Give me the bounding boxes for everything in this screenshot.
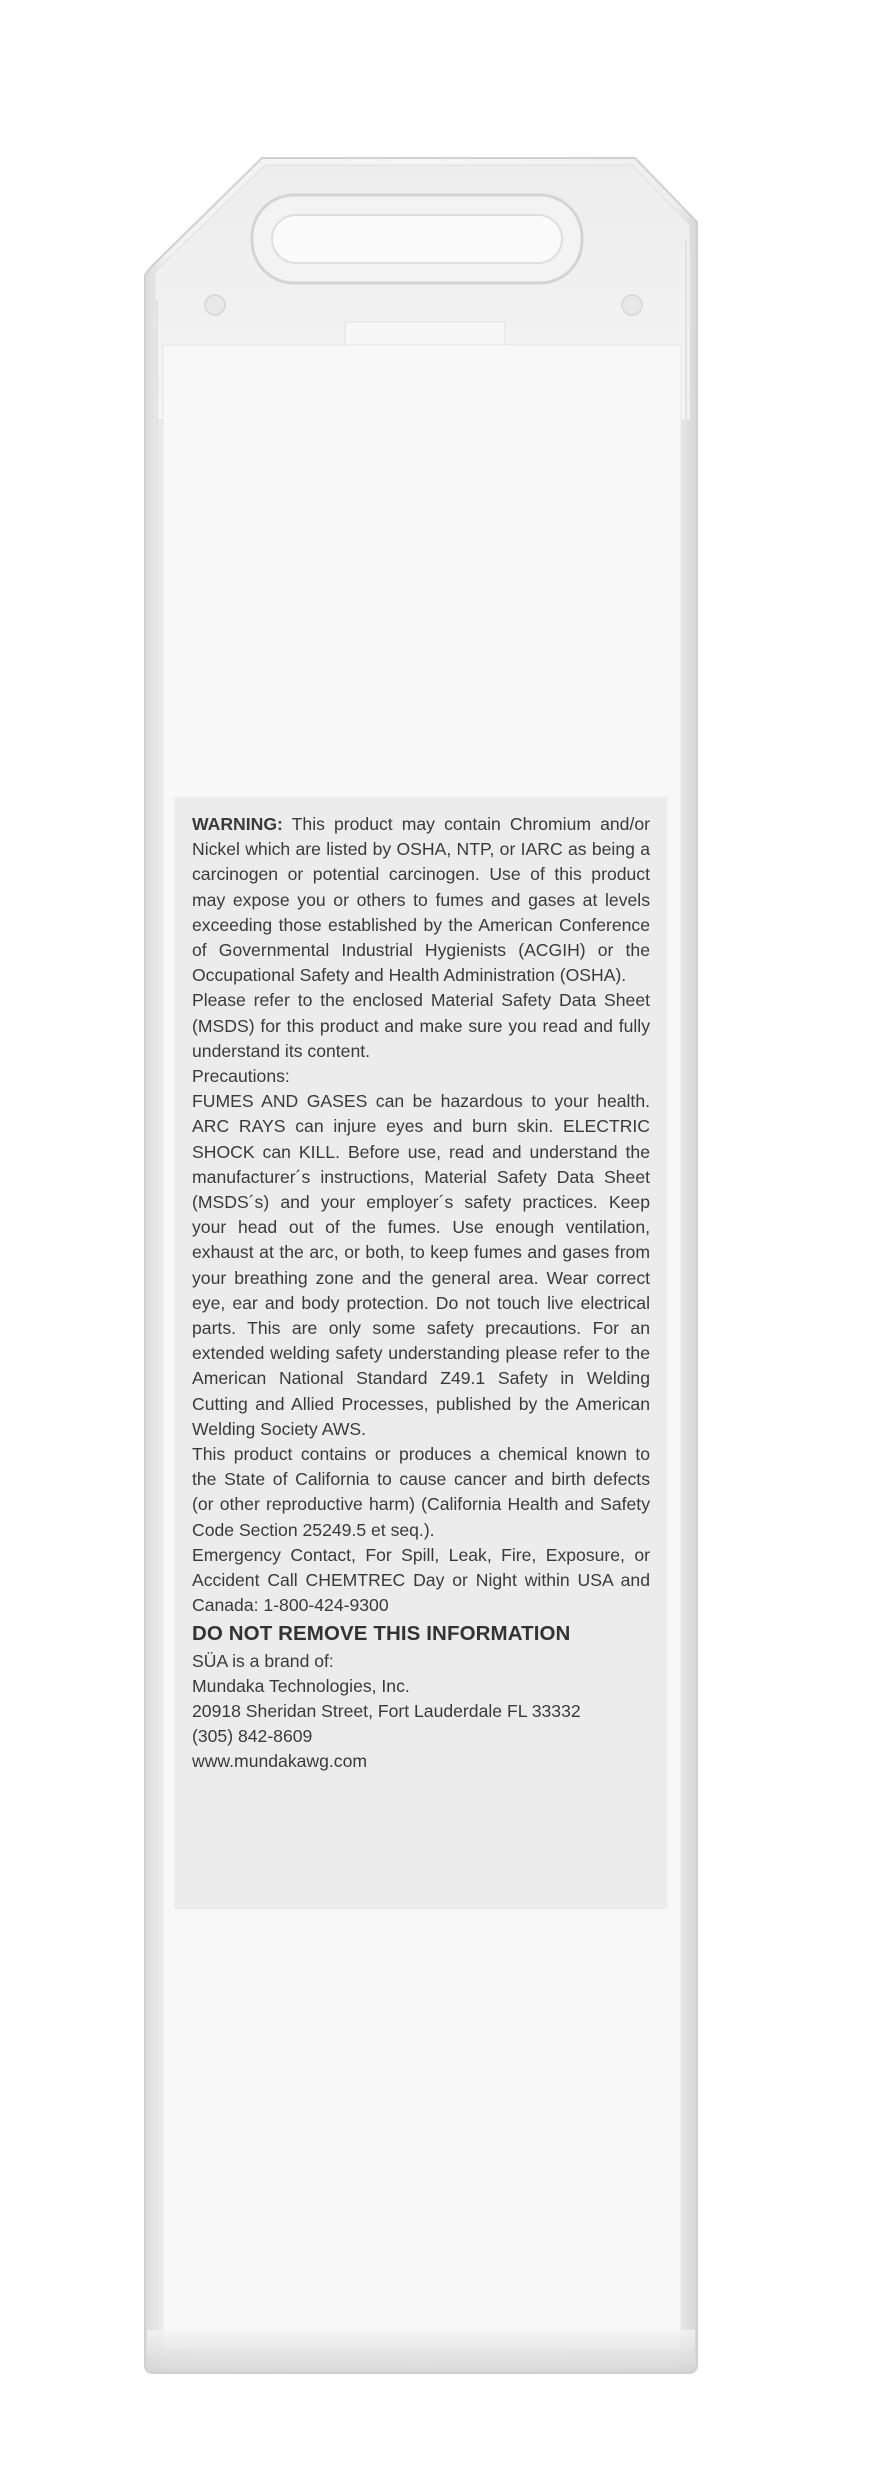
case-hole-right xyxy=(622,295,642,315)
california-paragraph: This product contains or produces a chemical known to the State of California to cause cancer and birth defects (or other reproductive harm) (California Health and Safety Code Section 25249.5 et seq.). xyxy=(192,1444,650,1540)
precautions-paragraph: FUMES AND GASES can be hazardous to your health. ARC RAYS can injure eyes and burn skin. ELECTRIC SHOCK can KILL. Before use, read and understand the manufacturer´s instructions, Material Safety Data Sheet (MSDS´s) and your employer´s safety practices. Keep your head out of the fumes. Use enough ventilation, exhaust at the arc, or both, to keep fumes and gases from your breathing zone and the general area. Wear correct eye, ear and body protection. Do not touch live electrical parts. This are only some safety precautions. For an extended welding safety understanding please refer to the American National Standard Z49.1 Safety in Welding Cutting and Allied Processes, published by the American Welding Society AWS. xyxy=(192,1091,650,1439)
case-hole-left xyxy=(205,295,225,315)
company-phone: (305) 842-8609 xyxy=(192,1726,313,1747)
warning-label xyxy=(175,797,667,1909)
emergency-paragraph: Emergency Contact, For Spill, Leak, Fire, Exposure, or Accident Call CHEMTREC Day or Night within USA and Canada: 1-800-424-9300 xyxy=(192,1544,650,1616)
do-not-remove-heading: DO NOT REMOVE THIS INFORMATION xyxy=(192,1621,571,1645)
bottom-rim xyxy=(147,2330,695,2372)
company-address: 20918 Sheridan Street, Fort Lauderdale FL 33332 xyxy=(192,1700,581,1721)
precautions-heading: Precautions: xyxy=(192,1066,290,1087)
warning-text: This product may contain Chromium and/or Nickel which are listed by OSHA, NTP, or IARC as being a carcinogen or potential carcinogen. Use of this product may expose you or others to fumes and gases at levels exceeding those established by the American Conference of Governmental Industrial Hygienists (ACGIH) or the Occupational Safety and Health Administration (OSHA). xyxy=(192,814,650,986)
company-website: www.mundakawg.com xyxy=(192,1751,368,1772)
warning-lead: WARNING: xyxy=(192,814,283,834)
warning-paragraph xyxy=(192,812,650,988)
msds-paragraph: Please refer to the enclosed Material Safety Data Sheet (MSDS) for this product and make sure you read and fully understand its content. xyxy=(192,990,650,1061)
brand-block xyxy=(192,1649,650,1775)
brand-line: SÜA is a brand of: xyxy=(192,1650,334,1671)
company-name: Mundaka Technologies, Inc. xyxy=(192,1675,410,1696)
